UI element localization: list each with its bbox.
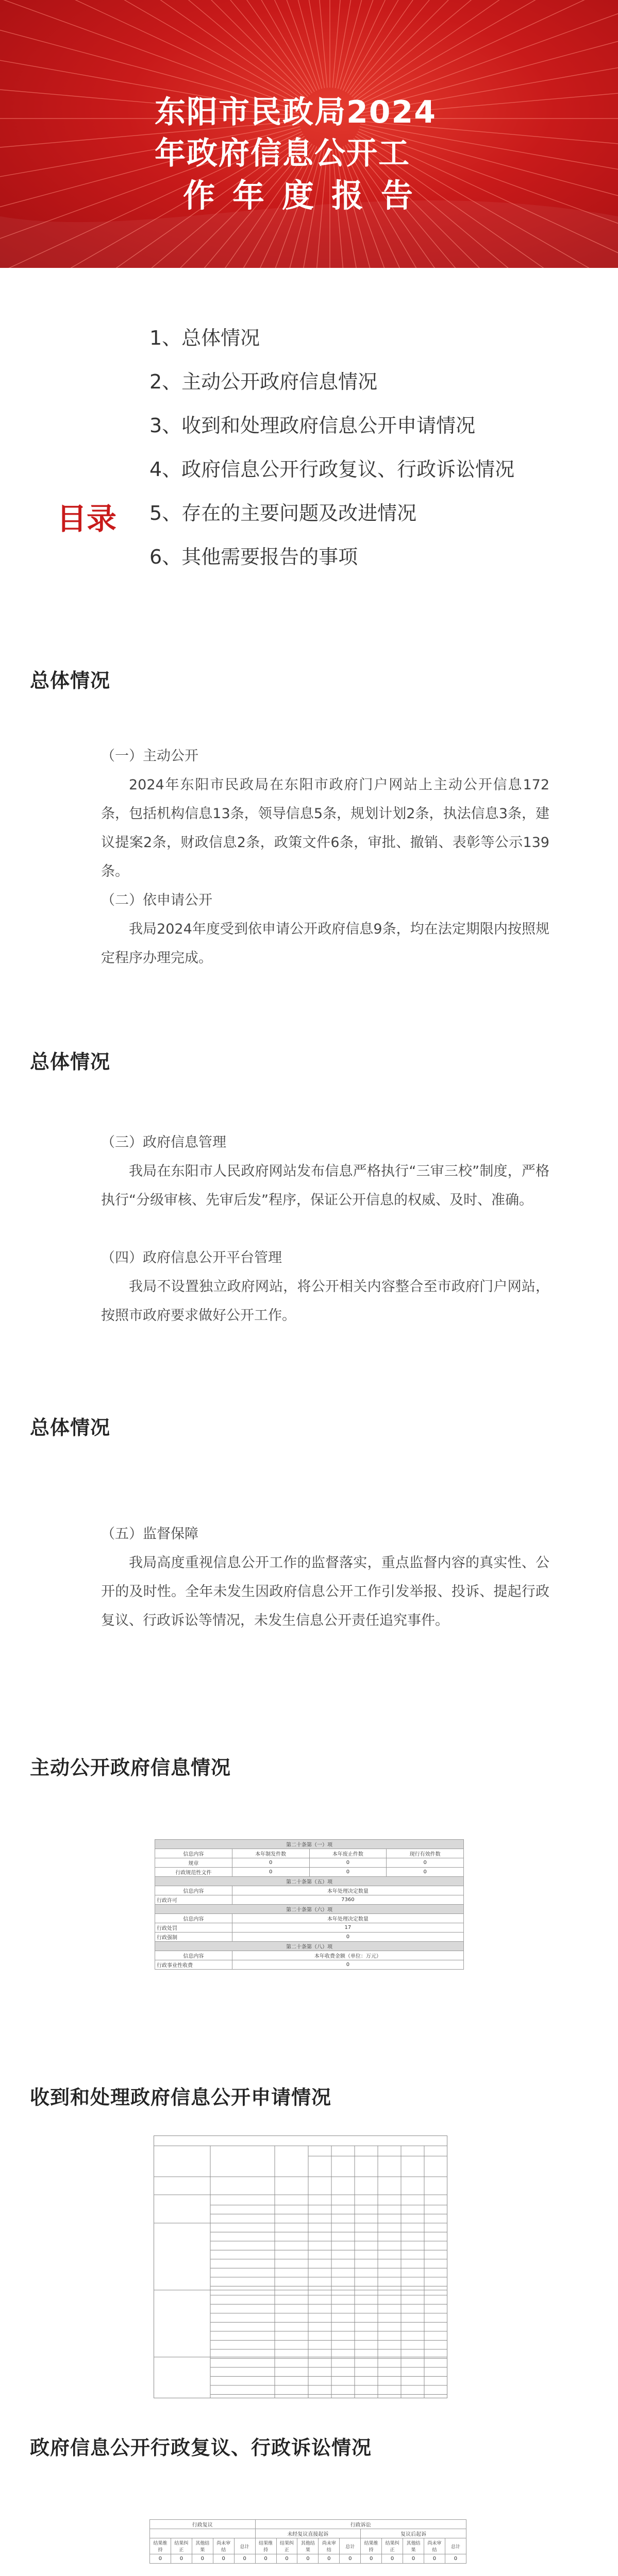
table-cell: 0: [297, 2554, 319, 2564]
cover-ray: [354, 0, 618, 98]
table-header: 结果维持: [255, 2538, 276, 2554]
table-header: 结果维持: [361, 2538, 382, 2554]
table-header: 本年制发件数: [232, 1849, 309, 1858]
cover-banner: [0, 0, 618, 268]
subheading-active-disclosure: （一）主动公开: [101, 748, 198, 764]
table-cell: 7360: [232, 1895, 463, 1905]
cover-title-line-2: 年政府信息公开工: [155, 135, 410, 172]
table-header: 本年废止件数: [309, 1849, 387, 1858]
toc-item[interactable]: 1、总体情况: [149, 327, 260, 349]
toc-heading: 目录: [57, 501, 117, 536]
table-cell: 0: [387, 1868, 464, 1877]
table-cell: 0: [213, 2554, 234, 2564]
toc-item[interactable]: 5、存在的主要问题及改进情况: [149, 502, 417, 524]
table-cell: 0: [309, 1858, 387, 1868]
table-header: 总计: [234, 2538, 255, 2554]
table-cell: 行政事业性收费: [155, 1960, 232, 1970]
table-header: 尚未审结: [213, 2538, 234, 2554]
table-header: 现行有效件数: [387, 1849, 464, 1858]
table-cell: 行政处罚: [155, 1923, 232, 1933]
cover-ray: [341, 0, 577, 90]
subheading-request-disclosure: （二）依申请公开: [101, 892, 212, 908]
table-cell: 0: [361, 2554, 382, 2564]
table-cell: 0: [234, 2554, 255, 2564]
table-cell: 0: [424, 2554, 445, 2564]
table-header: 尚未审结: [319, 2538, 340, 2554]
table-header: 结果纠正: [382, 2538, 403, 2554]
paragraph: 2024年东阳市民政局在东阳市政府门户网站上主动公开信息172条，包括机构信息13条，领导信息5条，规划计划2条，执法信息3条，建议提案2条，财政信息2条，政策文件6条，审批、撤销、表彰等公示139条。: [101, 777, 549, 879]
table-cell: 0: [309, 1868, 387, 1877]
table-header: 未经复议直接起诉: [255, 2529, 361, 2538]
table-header: 尚未审结: [424, 2538, 445, 2554]
cover-ray: [335, 0, 455, 88]
section-heading-overview-2: 总体情况: [30, 1050, 111, 1073]
table-header: 信息内容: [155, 1886, 232, 1895]
subheading-info-management: （三）政府信息管理: [101, 1134, 226, 1150]
paragraph: 我局2024年度受到依申请公开政府信息9条，均在法定期限内按照规定程序办理完成。: [101, 921, 549, 966]
table-title: 第二十条第（一）项: [155, 1840, 464, 1849]
review-litigation-table: [149, 2519, 466, 2564]
toc-item[interactable]: 3、收到和处理政府信息公开申请情况: [149, 414, 476, 437]
table-header: 结果纠正: [171, 2538, 192, 2554]
paragraph: 我局在东阳市人民政府网站发布信息严格执行“三审三校”制度，严格执行“分级审核、先审后发”程序，保证公开信息的权威、及时、准确。: [101, 1163, 549, 1208]
table-header: 总计: [445, 2538, 466, 2554]
cover-title-line-3: 作年度报告: [183, 177, 431, 214]
table-cell: 0: [232, 1868, 309, 1877]
table-header: 结果纠正: [276, 2538, 297, 2554]
table-cell: 17: [232, 1923, 463, 1933]
table-header: 总计: [340, 2538, 361, 2554]
table-header: 本年处理决定数量: [232, 1886, 463, 1895]
table-header: 本年处理决定数量: [232, 1914, 463, 1923]
table-cell: 0: [319, 2554, 340, 2564]
table-header: 本年收费金额（单位：万元）: [232, 1951, 463, 1960]
toc-item[interactable]: 4、政府信息公开行政复议、行政诉讼情况: [149, 458, 515, 481]
table-title: 第二十条第（六）项: [155, 1905, 464, 1914]
table-header: 行政诉讼: [255, 2520, 466, 2529]
section-heading-requests: 收到和处理政府信息公开申请情况: [30, 2086, 332, 2109]
request-statistics-table: [154, 2136, 447, 2398]
paragraph: 我局高度重视信息公开工作的监督落实，重点监督内容的真实性、公开的及时性。全年未发生因政府信息公开工作引发举报、投诉、提起行政复议、行政诉讼等情况，未发生信息公开责任追究事件。: [101, 1555, 549, 1629]
table-cell: 0: [232, 1933, 463, 1942]
table-cell: 行政规范性文件: [155, 1868, 232, 1877]
paragraph: 我局不设置独立政府网站，将公开相关内容整合至市政府门户网站，按照市政府要求做好公开工作。: [101, 1279, 549, 1324]
table-cell: 0: [403, 2554, 424, 2564]
table-cell: 0: [445, 2554, 466, 2564]
cover-ray: [0, 0, 314, 92]
table-header: 行政复议: [150, 2520, 256, 2529]
table-border: [154, 2136, 447, 2398]
section-heading-overview-1: 总体情况: [30, 669, 111, 692]
table-header: 其他结果: [297, 2538, 319, 2554]
cover-ray: [205, 0, 325, 88]
table-cell: 0: [232, 1858, 309, 1868]
table-cell: 0: [232, 1960, 463, 1970]
table-cell: 0: [150, 2554, 171, 2564]
table-header: 其他结果: [192, 2538, 213, 2554]
table-cell: 0: [255, 2554, 276, 2564]
table-cell: [150, 2529, 256, 2538]
cover-title-line-1: 东阳市民政局2024: [155, 94, 437, 130]
table-header: 其他结果: [403, 2538, 424, 2554]
active-disclosure-table: [155, 1839, 464, 1970]
cover-ray: [83, 0, 319, 90]
table-cell: 0: [340, 2554, 361, 2564]
cover-ray: [352, 0, 618, 97]
cover-ray: [347, 0, 618, 93]
cover-ray: [355, 0, 618, 101]
table-header: 信息内容: [155, 1914, 232, 1923]
toc-item[interactable]: 2、主动公开政府信息情况: [149, 370, 378, 393]
subheading-supervision: （五）监督保障: [101, 1526, 198, 1542]
section-heading-review-litigation: 政府信息公开行政复议、行政诉讼情况: [30, 2436, 372, 2459]
cover-ray: [0, 0, 312, 93]
section-heading-active-disclosure: 主动公开政府信息情况: [30, 1756, 231, 1779]
cover-ray: [25, 0, 316, 91]
table-cell: 0: [276, 2554, 297, 2564]
table-header: 复议后起诉: [361, 2529, 466, 2538]
table-cell: 规章: [155, 1858, 232, 1868]
table-header: 信息内容: [155, 1951, 232, 1960]
table-cell: 行政许可: [155, 1895, 232, 1905]
table-title: 第二十条第（五）项: [155, 1877, 464, 1886]
toc-item[interactable]: 6、其他需要报告的事项: [149, 546, 358, 568]
table-cell: 0: [382, 2554, 403, 2564]
table-cell: 0: [387, 1858, 464, 1868]
table-cell: 0: [171, 2554, 192, 2564]
table-cell: 0: [192, 2554, 213, 2564]
table-header: 信息内容: [155, 1849, 232, 1858]
section-heading-overview-3: 总体情况: [30, 1416, 111, 1439]
cover-ray: [343, 0, 618, 91]
cover-ray: [0, 0, 308, 97]
table-header: 结果维持: [150, 2538, 171, 2554]
subheading-platform-management: （四）政府信息公开平台管理: [101, 1250, 282, 1266]
table-title: 第二十条第（八）项: [155, 1942, 464, 1951]
table-cell: 行政强制: [155, 1933, 232, 1942]
